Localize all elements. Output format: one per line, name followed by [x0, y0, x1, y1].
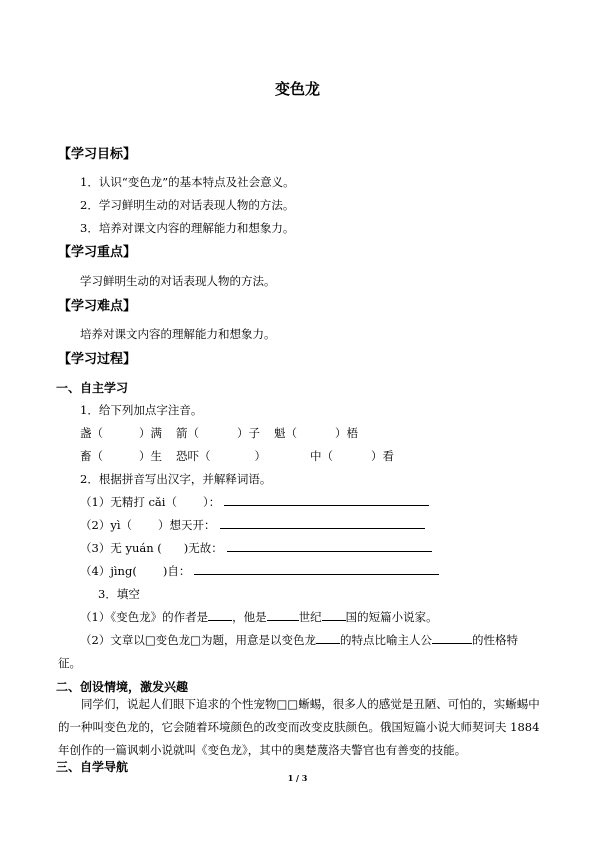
- page-number: 1 / 3: [287, 773, 308, 783]
- document-title: 变色龙: [274, 80, 320, 98]
- pinyin-word: ）满: [139, 426, 162, 440]
- pinyin-word: ）生: [139, 449, 162, 463]
- goal-item-3: 3．培养对课文内容的理解能力和想象力。: [80, 221, 295, 235]
- answer-blank[interactable]: [224, 494, 429, 506]
- pinyin-word: 箭（: [176, 426, 199, 440]
- pinyin-item-1: （1）无精打 cǎi（ ）：: [80, 494, 429, 510]
- question-1: 1．给下列加点字注音。: [80, 403, 203, 417]
- process-heading: 【学习过程】: [58, 352, 137, 367]
- guide-heading: 三、自学导航: [56, 760, 129, 774]
- pinyin-word: 中（: [310, 449, 333, 463]
- pinyin-word: ）子: [237, 426, 260, 440]
- pinyin-word: 盏（: [80, 426, 103, 440]
- fill-item-2: （2）文章以□变色龙□为题，用意是以变色龙 的特点比喻主人公 的性格特: [80, 633, 519, 647]
- goals-heading: 【学习目标】: [58, 147, 137, 162]
- pinyin-word: ）: [254, 449, 266, 463]
- question-3: 3．填空: [98, 587, 140, 601]
- question-2: 2．根据拼音写出汉字，并解释词语。: [80, 472, 272, 486]
- answer-blank[interactable]: [220, 517, 425, 529]
- goal-item-2: 2．学习鲜明生动的对话表现人物的方法。: [80, 198, 295, 212]
- pinyin-word: 魁（: [274, 426, 297, 440]
- answer-blank[interactable]: [267, 609, 299, 621]
- answer-blank[interactable]: [322, 609, 346, 621]
- pinyin-word: ）梧: [335, 426, 358, 440]
- pinyin-row-1: [80, 425, 358, 441]
- pinyin-word: 恐吓（: [176, 449, 211, 463]
- scenario-heading: 二、创设情境，激发兴趣: [56, 680, 189, 694]
- answer-blank[interactable]: [432, 632, 472, 644]
- pinyin-item-4: （4）jìng( )自：: [80, 563, 439, 579]
- fill-item-1: （1）《变色龙》的作者是 ，他是 世纪 国的短篇小说家。: [80, 610, 438, 624]
- pinyin-item-2: （2）yì（ ）想天开：: [80, 517, 425, 533]
- answer-blank[interactable]: [208, 609, 232, 621]
- focus-text: 学习鲜明生动的对话表现人物的方法。: [80, 274, 276, 288]
- pinyin-row-2: [80, 448, 394, 464]
- focus-heading: 【学习重点】: [58, 245, 137, 260]
- goal-item-1: 1．认识“变色龙”的基本特点及社会意义。: [80, 175, 295, 189]
- pinyin-item-3: （3）无 yuán ( )无故：: [80, 540, 432, 556]
- pinyin-word: ）看: [371, 449, 394, 463]
- self-study-heading: 一、自主学习: [56, 381, 129, 395]
- scenario-paragraph: 同学们，说起人们眼下追求的个性宠物□□蜥蜴，很多人的感觉是丑陋、可怕的，实蜥蜴中的一种叫变色龙的，它会随着环境颜色的改变而改变皮肤颜色。俄国短篇小说大师契诃夫 1884 年创作的一篇讽刺小说就叫《变色龙》，其中的奥楚蔑洛夫警官也有善变的技能。: [58, 697, 540, 757]
- fill-item-2-continued: 征。: [58, 656, 81, 670]
- pinyin-word: 畜（: [80, 449, 103, 463]
- answer-blank[interactable]: [194, 563, 439, 575]
- difficulty-text: 培养对课文内容的理解能力和想象力。: [80, 327, 276, 341]
- difficulty-heading: 【学习难点】: [58, 299, 137, 314]
- answer-blank[interactable]: [316, 632, 340, 644]
- answer-blank[interactable]: [227, 540, 432, 552]
